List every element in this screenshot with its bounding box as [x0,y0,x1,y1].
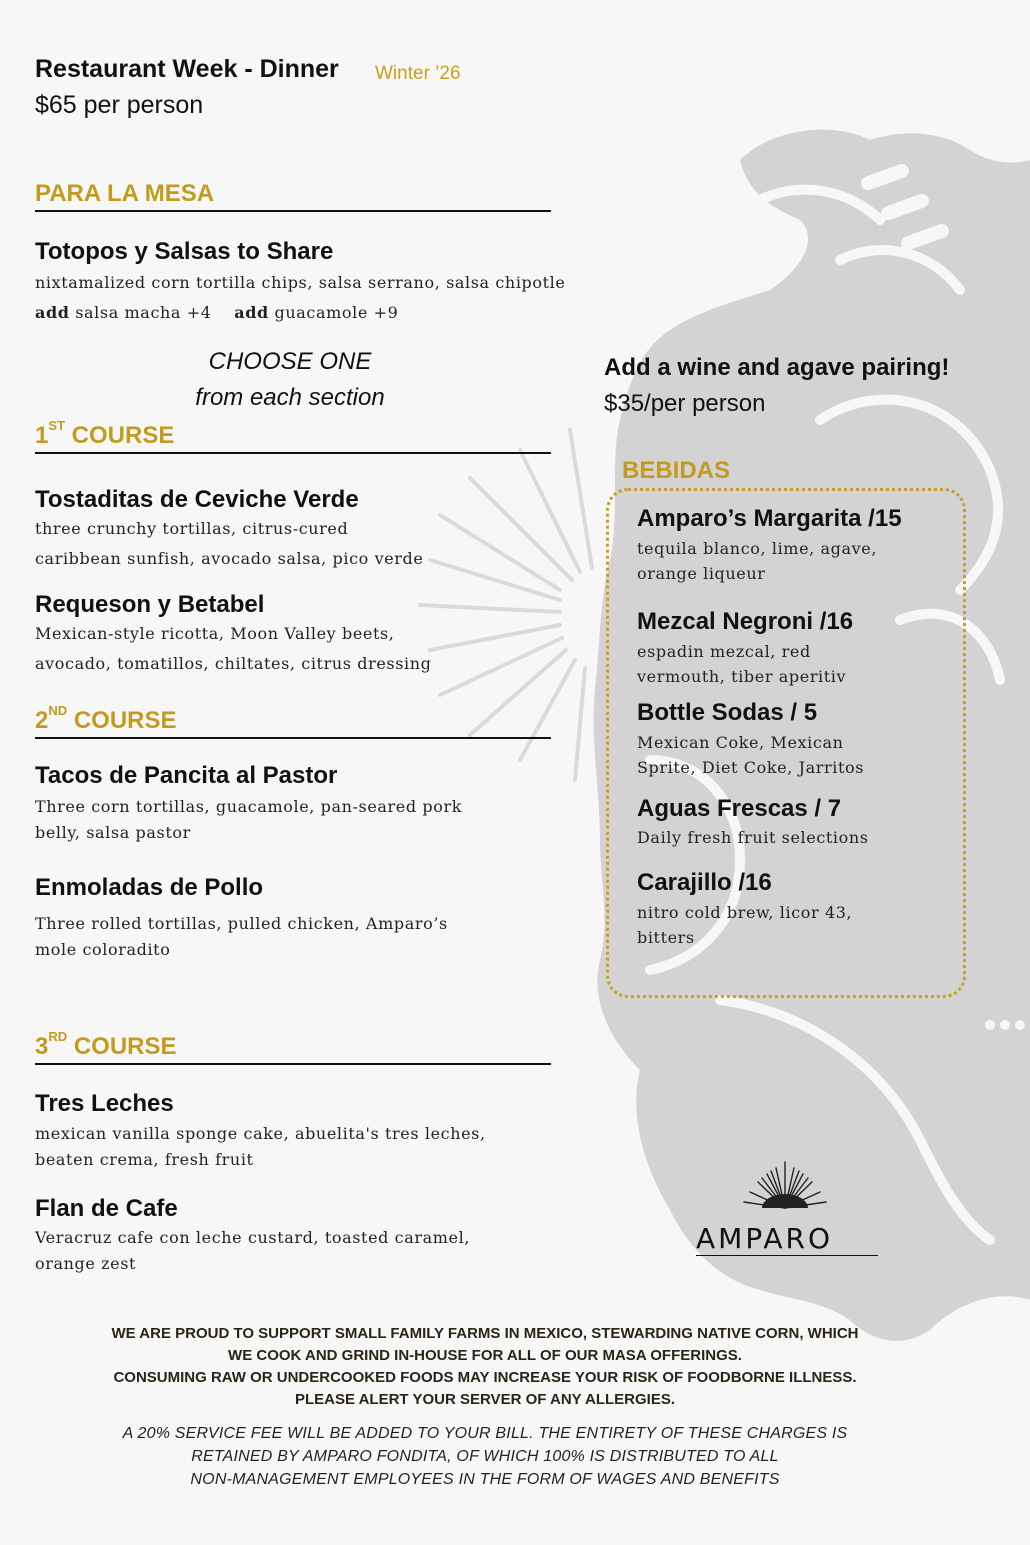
add-label: add [234,303,269,322]
drink-description: nitro cold brew, licor 43, bitters [637,903,853,947]
addon-item: salsa macha +4 [75,303,212,322]
dish-description: Mexican-style ricotta, Moon Valley beets, avocado, tomatillos, chiltates, citrus dressing [35,624,432,673]
logo-underline [696,1255,878,1256]
drink-name: Aguas Frescas / 7 [637,795,842,822]
dish-description: Veracruz cafe con leche custard, toasted caramel, orange zest [35,1228,471,1273]
drink-name: Amparo’s Margarita /15 [637,505,902,532]
drink-description: Daily fresh fruit selections [637,828,869,847]
season-label: Winter ’26 [375,63,461,84]
section-heading-para-la-mesa: PARA LA MESA [35,180,215,207]
sun-rays-decoration [420,430,592,780]
dish-description: three crunchy tortillas, citrus-cured caribbean sunfish, avocado salsa, pico verde [35,519,424,568]
drink-description: espadin mezcal, red vermouth, tiber aperitiv [637,642,847,686]
choose-instruction [140,344,440,416]
fee-line: RETAINED BY AMPARO FONDITA, OF WHICH 100% IS DISTRIBUTED TO ALL [191,1448,779,1465]
menu-price: $65 per person [35,91,204,119]
dish-description: nixtamalized corn tortilla chips, salsa serrano, salsa chipotle [35,273,566,292]
dish-addons [35,298,398,328]
dish-name: Tostaditas de Ceviche Verde [35,486,359,513]
choose-line-1: CHOOSE ONE [208,348,372,375]
dish-name: Tres Leches [35,1090,174,1117]
drink-description: Mexican Coke, Mexican Sprite, Diet Coke, Jarritos [637,733,865,777]
pairing-heading: Add a wine and agave pairing! [604,354,950,381]
dish-name: Requeson y Betabel [35,591,265,618]
menu-title: Restaurant Week - Dinner [35,55,339,83]
dish-description: Three corn tortillas, guacamole, pan-seared pork belly, salsa pastor [35,797,463,842]
choose-line-2: from each section [195,384,385,411]
footer-line: WE ARE PROUD TO SUPPORT SMALL FAMILY FARMS IN MEXICO, STEWARDING NATIVE CORN, WHICH [111,1325,859,1342]
drink-name: Mezcal Negroni /16 [637,608,854,635]
drink-description: tequila blanco, lime, agave, orange liqueur [637,539,878,583]
section-divider [35,210,551,212]
amparo-logo-text: AMPARO [696,1222,834,1255]
service-fee-notice [30,1422,940,1491]
section-divider [35,452,551,454]
dish-name: Totopos y Salsas to Share [35,238,334,265]
section-divider [35,1063,551,1065]
section-heading-course-3: 3RD COURSE [35,1029,177,1060]
dish-name: Flan de Cafe [35,1195,178,1222]
sun-logo-icon [740,1160,830,1210]
add-label: add [35,303,70,322]
section-heading-course-1: 1ST COURSE [35,418,175,449]
footer-line: WE COOK AND GRIND IN-HOUSE FOR ALL OF OUR MASA OFFERINGS. [228,1347,742,1364]
dish-description: mexican vanilla sponge cake, abuelita's tres leches, beaten crema, fresh fruit [35,1124,486,1169]
section-divider [35,737,551,739]
fee-line: A 20% SERVICE FEE WILL BE ADDED TO YOUR BILL. THE ENTIRETY OF THESE CHARGES IS [122,1425,848,1442]
pairing-price: $35/per person [604,390,766,417]
footer-line: PLEASE ALERT YOUR SERVER OF ANY ALLERGIES. [294,1391,676,1408]
dish-name: Enmoladas de Pollo [35,874,264,901]
footer-line: CONSUMING RAW OR UNDERCOOKED FOODS MAY INCREASE YOUR RISK OF FOODBORNE ILLNESS. [113,1369,857,1386]
drink-name: Bottle Sodas / 5 [637,699,818,726]
addon-item: guacamole +9 [274,303,399,322]
footer-notice [30,1323,940,1411]
drink-name: Carajillo /16 [637,869,772,896]
dish-name: Tacos de Pancita al Pastor [35,762,338,789]
section-heading-course-2: 2ND COURSE [35,703,177,734]
fee-line: NON-MANAGEMENT EMPLOYEES IN THE FORM OF WAGES AND BENEFITS [190,1471,780,1488]
section-heading-bebidas: BEBIDAS [622,457,731,484]
dish-description: Three rolled tortillas, pulled chicken, Amparo’s mole coloradito [35,914,448,959]
